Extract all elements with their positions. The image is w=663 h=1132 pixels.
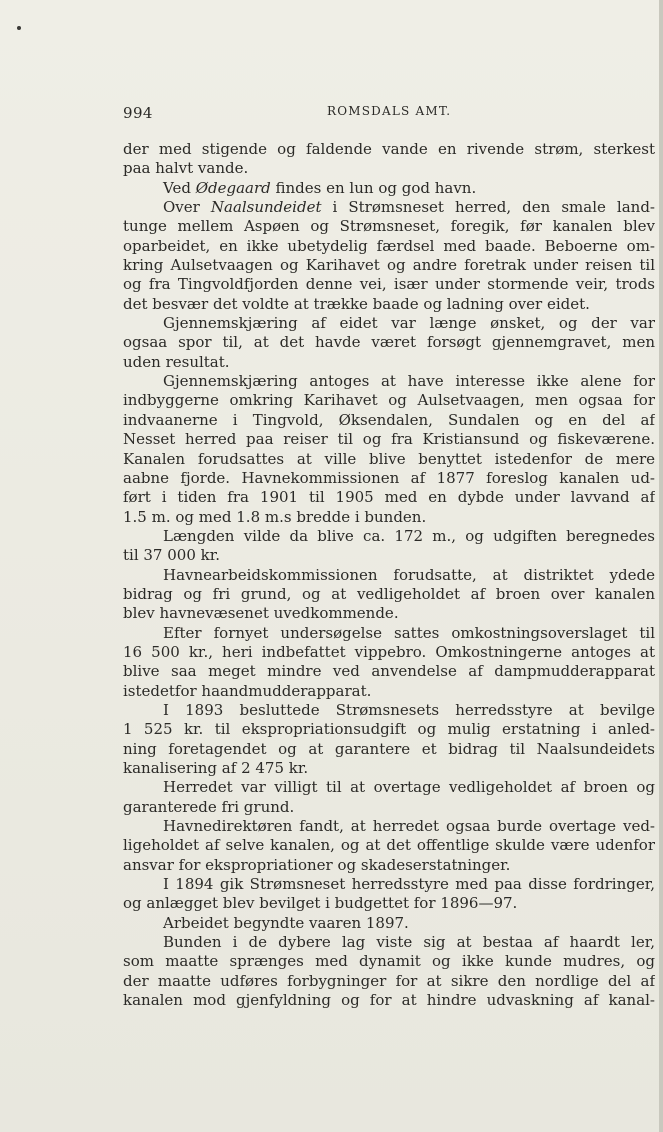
text-line: Kanalen forudsattes at ville blive benyttet istedenfor de mere — [123, 449, 655, 468]
text-line: som maatte sprænges med dynamit og ikke kunde mudres, og — [123, 952, 655, 971]
text-line: Længden vilde da blive ca. 172 m., og udgiften beregnedes — [163, 526, 655, 545]
text-line: blev havnevæsenet uvedkommende. — [123, 604, 399, 623]
italic-place-name: Ødegaard — [195, 178, 271, 197]
text-line: og fra Tingvoldfjorden denne vei, især under stormende veir, trods — [123, 275, 655, 294]
text-run: findes en lun og god havn. — [270, 178, 477, 197]
text-line: paa halvt vande. — [123, 159, 249, 178]
text-line: det besvær det voldte at trække baade og ladning over eidet. — [123, 294, 590, 313]
text-line: Gjennemskjæring antoges at have interesse ikke alene for — [163, 372, 655, 391]
body-text — [123, 140, 655, 1010]
text-line — [123, 179, 655, 198]
text-line: I 1893 besluttede Strømsnesets herredsstyre at bevilge — [163, 700, 655, 719]
text-run: Ved — [163, 178, 196, 197]
text-line: og anlægget blev bevilget i budgettet for 1896—97. — [123, 894, 518, 913]
text-run: Over — [163, 198, 211, 217]
text-line: oparbeidet, en ikke ubetydelig færdsel med baade. Beboerne om- — [123, 236, 655, 255]
ink-speck — [17, 26, 21, 30]
text-line: ning foretagendet og at garantere et bidrag til Naalsundeidets — [123, 739, 655, 758]
page-edge — [659, 0, 663, 1132]
text-line: der med stigende og faldende vande en rivende strøm, sterkest — [123, 140, 655, 158]
text-line: Arbeidet begyndte vaaren 1897. — [163, 913, 409, 932]
text-line: ogsaa spor til, at det havde været forsøgt gjennemgravet, men — [123, 333, 655, 352]
text-line: uden resultat. — [123, 352, 230, 371]
text-line: I 1894 gik Strømsneset herredsstyre med paa disse fordringer, — [163, 875, 655, 894]
text-line: indvaanerne i Tingvold, Øksendalen, Sundalen og en del af — [123, 410, 655, 429]
text-line: ansvar for ekspropriationer og skadeserstatninger. — [123, 855, 511, 874]
text-line: 16 500 kr., heri indbefattet vippebro. Omkostningerne antoges at — [123, 642, 655, 661]
text-line: istedetfor haandmudderapparat. — [123, 681, 372, 700]
text-line — [123, 198, 655, 217]
text-line: til 37 000 kr. — [123, 546, 221, 565]
text-line: ført i tiden fra 1901 til 1905 med en dybde under lavvand af — [123, 488, 655, 507]
text-line: tunge mellem Aspøen og Strømsneset, foregik, før kanalen blev — [123, 217, 655, 236]
italic-place-name: Naalsundeidet — [210, 198, 322, 217]
text-line: Gjennemskjæring af eidet var længe ønsket, og der var — [163, 314, 655, 333]
text-line: aabne fjorde. Havnekommissionen af 1877 foreslog kanalen ud- — [123, 468, 655, 487]
text-line: indbyggerne omkring Karihavet og Aulsetvaagen, men ogsaa for — [123, 391, 655, 410]
text-line: kanalen mod gjenfyldning og for at hindre udvaskning af kanal- — [123, 991, 655, 1010]
text-line: blive saa meget mindre ved anvendelse af dampmudderapparat — [123, 662, 655, 681]
text-line: kanalisering af 2 475 kr. — [123, 759, 309, 777]
text-line: Bunden i de dybere lag viste sig at bestaa af haardt ler, — [163, 933, 655, 952]
text-line: ligeholdet af selve kanalen, og at det offentlige skulde være udenfor — [123, 836, 655, 855]
text-line: Efter fornyet undersøgelse sattes omkostningsoverslaget til — [163, 623, 655, 642]
text-line: Havnearbeidskommissionen forudsatte, at distriktet ydede — [163, 565, 655, 584]
running-head: ROMSDALS AMT. — [327, 104, 452, 118]
text-line: Herredet var villigt til at overtage vedligeholdet af broen og — [163, 778, 655, 797]
page-number: 994 — [123, 104, 153, 122]
text-line: kring Aulsetvaagen og Karihavet og andre foretrak under reisen til — [123, 256, 655, 275]
text-line: garanterede fri grund. — [123, 797, 295, 816]
page-header — [123, 104, 655, 126]
text-line: 1.5 m. og med 1.8 m.s bredde i bunden. — [123, 507, 427, 526]
text-line: Havnedirektøren fandt, at herredet ogsaa burde overtage ved- — [163, 817, 655, 836]
text-line: Nesset herred paa reiser til og fra Kristiansund og fiskeværene. — [123, 430, 655, 449]
text-line: bidrag og fri grund, og at vedligeholdet af broen over kanalen — [123, 584, 655, 603]
text-run: i Strømsneset herred, den smale land- — [321, 198, 655, 217]
text-line: 1 525 kr. til ekspropriationsudgift og mulig erstatning i anled- — [123, 720, 655, 739]
text-line: der maatte udføres forbygninger for at sikre den nordlige del af — [123, 971, 655, 990]
